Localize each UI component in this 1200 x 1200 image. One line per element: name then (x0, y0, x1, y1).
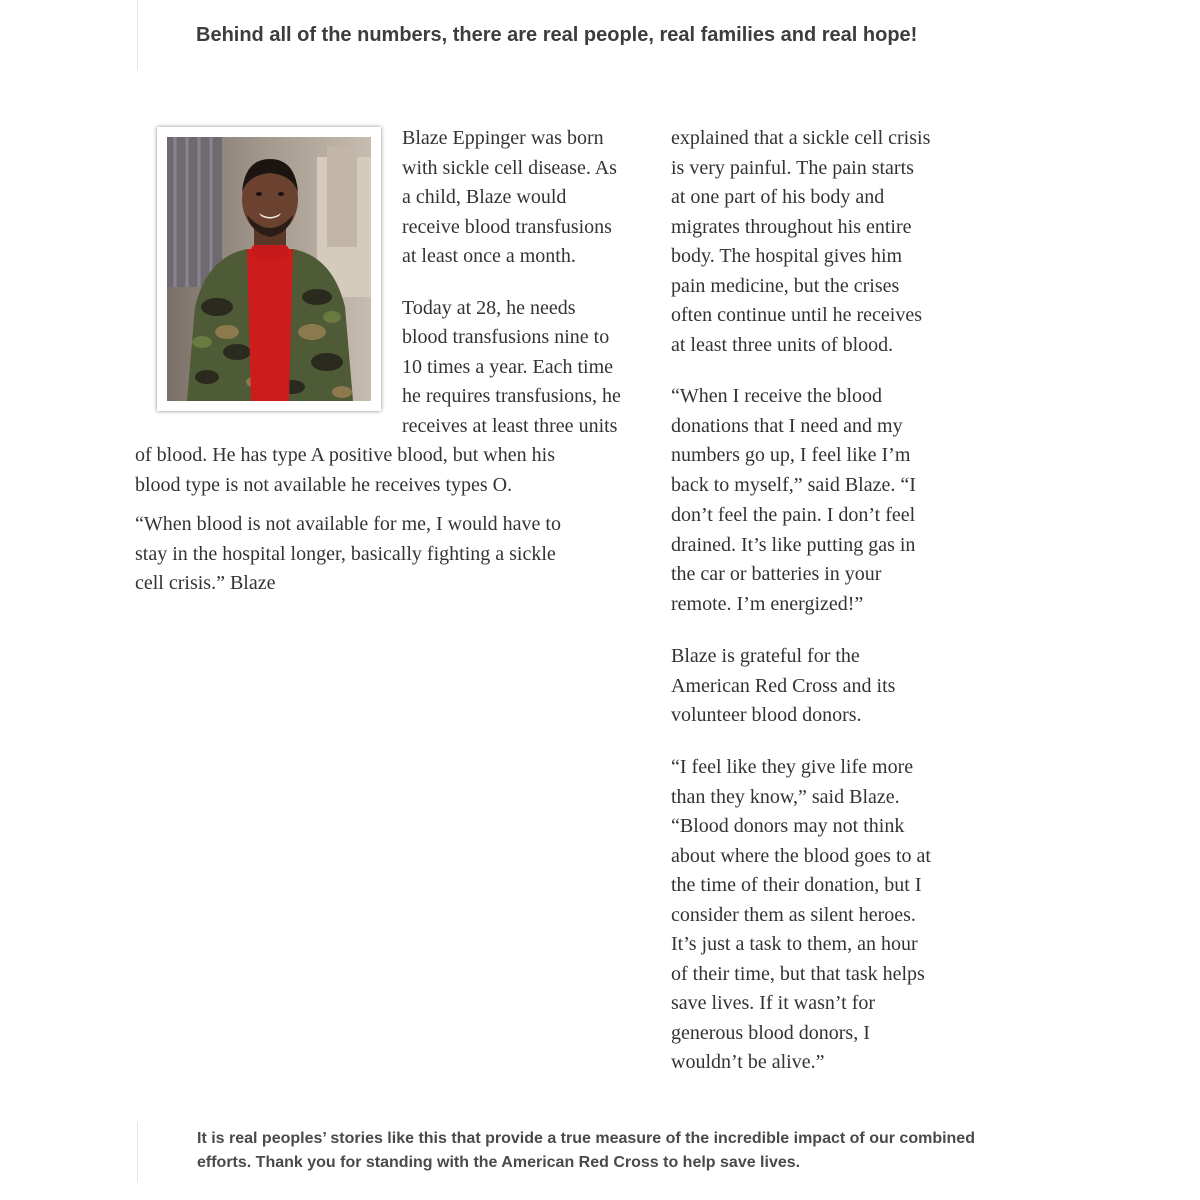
right-p1-line-1: explained that a sickle cell crisis (671, 127, 931, 149)
right-p2-line-7: the car or batteries in your (671, 563, 882, 585)
right-p2-line-4: back to myself,” said Blaze. “I (671, 474, 916, 496)
left-p3-line-2: stay in the hospital longer, basically fighting a sickle (135, 543, 556, 565)
right-p4-line-2: than they know,” said Blaze. (671, 786, 900, 808)
right-p4-line-1: “I feel like they give life more (671, 756, 914, 778)
right-p2-line-2: donations that I need and my (671, 415, 903, 437)
right-p3-line-2: American Red Cross and its (671, 675, 896, 697)
left-p2-line-3: 10 times a year. Each time (402, 356, 614, 378)
left-p3-line-3: cell crisis.” Blaze (135, 572, 276, 594)
footer-line-1: It is real peoples’ stories like this that provide a true measure of the incredible impact of our combined (197, 1130, 975, 1147)
left-p1-line-2: with sickle cell disease. As (402, 157, 617, 179)
right-p4-line-3: “Blood donors may not think (671, 815, 905, 837)
right-p4-line-9: save lives. If it wasn’t for (671, 992, 876, 1014)
right-p3-line-3: volunteer blood donors. (671, 704, 862, 726)
right-p4-line-6: consider them as silent heroes. (671, 904, 916, 926)
right-p1-line-7: often continue until he receives (671, 304, 923, 326)
right-p1-line-6: pain medicine, but the crises (671, 275, 900, 297)
page-header: Behind all of the numbers, there are real people, real families and real hope! (196, 24, 918, 46)
right-p2-line-5: don’t feel the pain. I don’t feel (671, 504, 916, 526)
right-p2-line-3: numbers go up, I feel like I’m (671, 444, 911, 466)
footer-line-2: efforts. Thank you for standing with the American Red Cross to help save lives. (197, 1154, 801, 1171)
right-p2-line-6: drained. It’s like putting gas in (671, 534, 916, 556)
right-p4-line-4: about where the blood goes to at (671, 845, 931, 867)
right-p4-line-10: generous blood donors, I (671, 1022, 870, 1044)
left-p2-line-1: Today at 28, he needs (402, 297, 576, 319)
left-p1-line-5: at least once a month. (402, 245, 576, 267)
left-p1-line-4: receive blood transfusions (402, 216, 612, 238)
portrait-photo (157, 127, 381, 411)
right-p3-line-1: Blaze is grateful for the (671, 645, 860, 667)
right-p1-line-3: at one part of his body and (671, 186, 885, 208)
left-p2-line-7: blood type is not available he receives types O. (135, 474, 513, 496)
left-p2-line-4: he requires transfusions, he (402, 385, 621, 407)
right-p4-line-8: of their time, but that task helps (671, 963, 925, 985)
right-p2-line-1: “When I receive the blood (671, 385, 883, 407)
right-p4-line-7: It’s just a task to them, an hour (671, 933, 918, 955)
right-p1-line-5: body. The hospital gives him (671, 245, 903, 267)
left-p3-line-1: “When blood is not available for me, I would have to (135, 513, 561, 535)
right-p1-line-2: is very painful. The pain starts (671, 157, 914, 179)
left-p1-line-3: a child, Blaze would (402, 186, 567, 208)
right-p4-line-11: wouldn’t be alive.” (671, 1051, 825, 1073)
left-p2-line-6: of blood. He has type A positive blood, but when his (135, 444, 555, 466)
left-p2-line-2: blood transfusions nine to (402, 326, 610, 348)
bottom-divider-line (137, 1122, 138, 1182)
right-p1-line-4: migrates throughout his entire (671, 216, 912, 238)
left-p1-line-1: Blaze Eppinger was born (402, 127, 604, 149)
left-p2-line-5: receives at least three units (402, 415, 618, 437)
top-divider-line (137, 0, 138, 70)
right-p2-line-8: remote. I’m energized!” (671, 593, 864, 615)
right-p1-line-8: at least three units of blood. (671, 334, 894, 356)
portrait-image (167, 137, 371, 401)
right-p4-line-5: the time of their donation, but I (671, 874, 922, 896)
